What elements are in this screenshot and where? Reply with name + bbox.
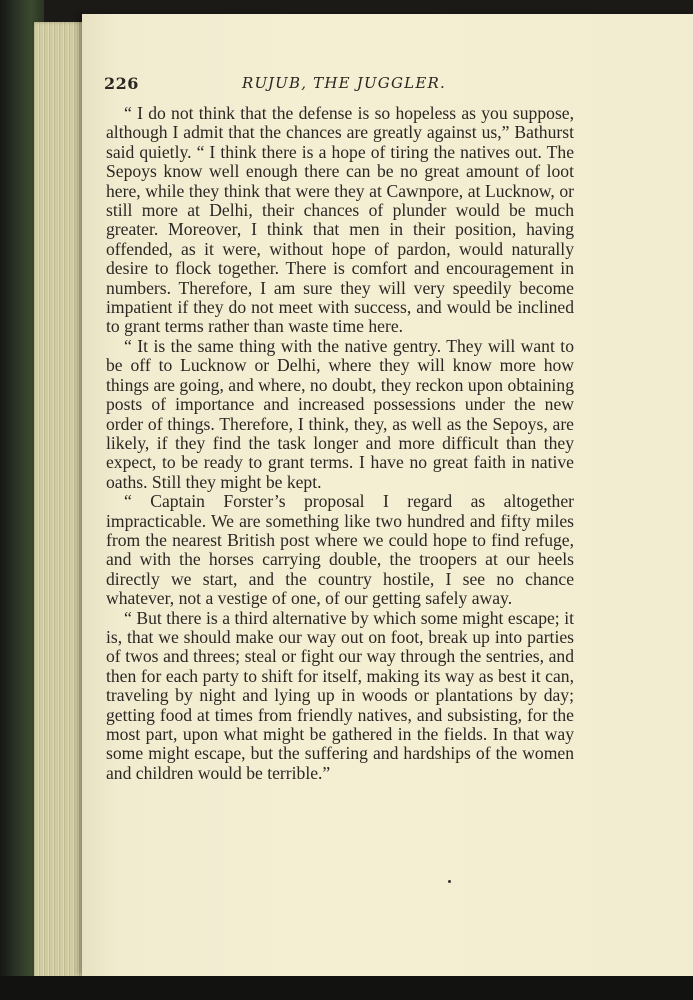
paragraph: “ But there is a third alternative by which some might escape; it is, that we should make our way out on foot, break up into parties of twos and threes; steal or fight our way through the sentries, and then for each party to shift for itself, making its way as best it can, traveling by night and lying up in woods or plantations by day; getting food at times from friendly natives, and subsisting, for the most part, upon what might be gathered in the fields. In that way some might escape, but the suffering and hardships of the women and children would be terrible.”	[106, 607, 574, 783]
ink-speck	[448, 880, 451, 883]
running-head: RUJUB, THE JUGGLER.	[242, 74, 446, 92]
paragraph: “ Captain Forster’s proposal I regard as altogether impracticable. We are something like two hundred and fifty miles from the nearest British post where we could hope to find refuge, and with the horses carrying double, the troopers at our heels directly we start, and the country hostile, I see no chance whatever, not a vestige of one, of our getting safely away.	[106, 491, 574, 609]
page-header	[104, 74, 584, 98]
background-strip	[0, 976, 693, 1000]
page-number: 226	[104, 74, 139, 93]
body-text	[106, 104, 574, 783]
paragraph: “ I do not think that the defense is so hopeless as you suppose, although I admit that the chances are greatly against us,” Bathurst said quietly. “ I think there is a hope of tiring the natives out. The Sepoys know well enough there can be no great amount of loot here, while they think that were they at Cawnpore, at Lucknow, or still more at Delhi, their chances of plunder would be much greater. Moreover, I think that men in their position, having offended, as it were, without hope of pardon, would naturally desire to flock together. There is comfort and encouragement in numbers. Therefore, I am sure they will very speedily become impatient if they do not meet with success, and would be inclined to grant terms rather than waste time here.	[106, 103, 574, 337]
paragraph: “ It is the same thing with the native gentry. They will want to be off to Lucknow or Delhi, where they will know more how things are going, and where, no doubt, they reckon upon obtaining posts of importance and increased possessions under the new order of things. Therefore, I think, they, as well as the Sepoys, are likely, if they find the task longer and more difficult than they expect, to be ready to grant terms. I have no great faith in native oaths. Still they might be kept.	[106, 335, 574, 492]
page-edges	[34, 22, 86, 980]
